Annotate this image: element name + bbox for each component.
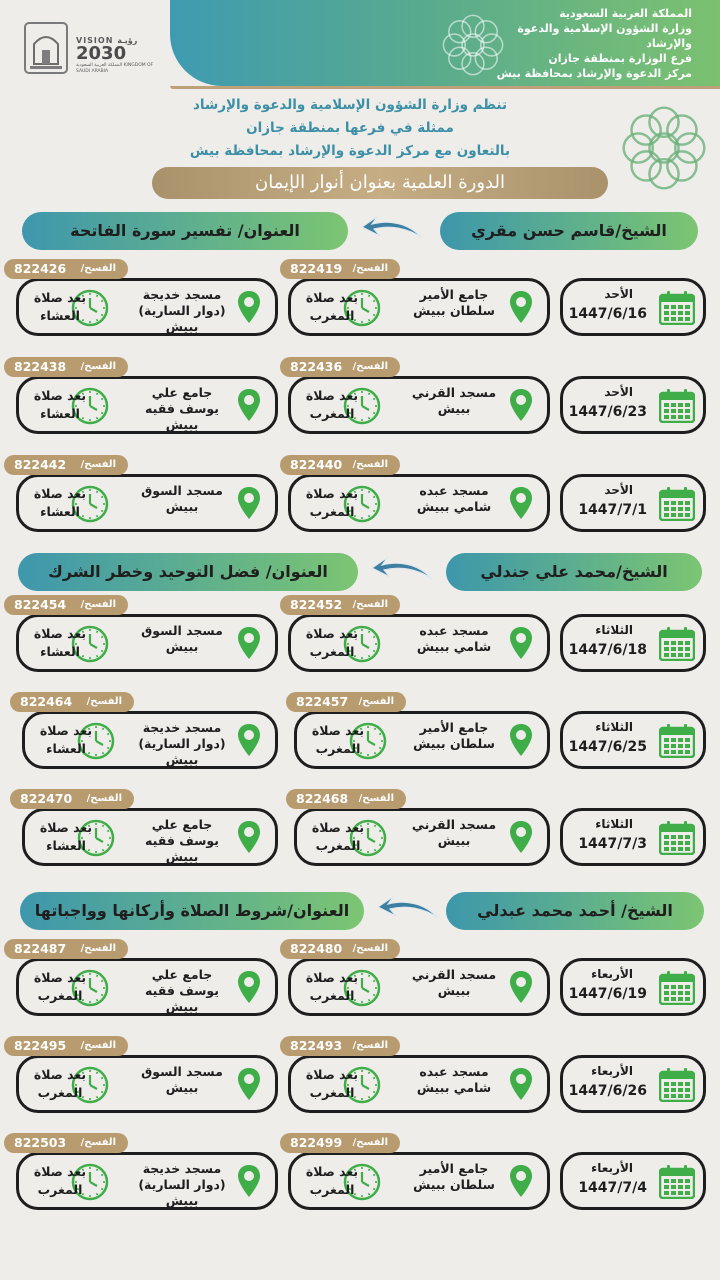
permit-code: 822487	[14, 941, 67, 956]
permit-label: الفسح/	[352, 263, 388, 274]
permit-tag	[4, 455, 128, 475]
session-card[interactable]	[288, 474, 550, 532]
location-pin-icon	[509, 723, 533, 757]
permit-tag	[280, 939, 400, 959]
session-card[interactable]	[294, 711, 550, 769]
location-pin-icon	[509, 820, 533, 854]
session-card[interactable]	[22, 808, 278, 866]
permit-tag	[10, 692, 134, 712]
session-card[interactable]	[288, 614, 550, 672]
hijri-date: 1447/6/26	[568, 1083, 647, 1099]
intro-text	[170, 94, 530, 163]
session-time: بعد صلاة العشاء	[39, 723, 93, 756]
location-pin-icon	[509, 486, 533, 520]
session-time: بعد صلاة المغرب	[305, 970, 359, 1003]
session-time: بعد صلاة العشاء	[33, 486, 87, 519]
day-name: الأربعاء	[591, 967, 633, 981]
header-text	[482, 6, 692, 81]
header-underline	[170, 86, 720, 89]
intro-line: تنظم وزارة الشؤون الإسلامية والدعوة والإرشاد	[192, 97, 508, 113]
session-card[interactable]	[288, 278, 550, 336]
day-name: الثلاثاء	[595, 720, 633, 734]
location-pin-icon	[237, 723, 261, 757]
session-card[interactable]	[16, 474, 278, 532]
sheikh-name-pill: الشيخ/ أحمد محمد عبدلي	[446, 892, 704, 930]
permit-tag	[280, 1133, 400, 1153]
permit-label: الفسح/	[352, 459, 388, 470]
permit-code: 822503	[14, 1135, 67, 1150]
permit-label: الفسح/	[358, 793, 394, 804]
session-time: بعد صلاة المغرب	[305, 626, 359, 659]
session-time: بعد صلاة المغرب	[311, 820, 365, 853]
mosque-name: جامع علي يوسف فقيه ببيش	[145, 967, 219, 1014]
permit-label: الفسح/	[80, 361, 116, 372]
session-card[interactable]	[16, 958, 278, 1016]
date-card[interactable]	[560, 711, 706, 769]
location-pin-icon	[509, 970, 533, 1004]
arrow-icon	[368, 549, 438, 589]
header-line: المملكة العربية السعودية	[559, 7, 692, 20]
session-card[interactable]	[22, 711, 278, 769]
permit-code: 822493	[290, 1038, 343, 1053]
day-name: الثلاثاء	[595, 817, 633, 831]
location-pin-icon	[509, 1067, 533, 1101]
permit-code: 822480	[290, 941, 343, 956]
permit-tag	[4, 595, 128, 615]
mosque-name: مسجد عبده شامي ببيش	[416, 623, 492, 654]
header-line: فرع الوزارة بمنطقة جازان	[548, 52, 692, 65]
lecture-title-pill: العنوان/ فضل التوحيد وخطر الشرك	[18, 553, 358, 591]
location-pin-icon	[237, 626, 261, 660]
session-time: بعد صلاة العشاء	[33, 388, 87, 421]
calendar-icon	[659, 487, 695, 521]
permit-code: 822438	[14, 359, 67, 374]
permit-code: 822495	[14, 1038, 67, 1053]
session-time: بعد صلاة المغرب	[33, 970, 87, 1003]
location-pin-icon	[237, 388, 261, 422]
mosque-name: جامع علي يوسف فقيه ببيش	[145, 817, 219, 864]
permit-label: الفسح/	[86, 696, 122, 707]
calendar-icon	[659, 724, 695, 758]
session-card[interactable]	[294, 808, 550, 866]
day-name: الأحد	[604, 385, 633, 399]
calendar-icon	[659, 1068, 695, 1102]
date-card[interactable]	[560, 958, 706, 1016]
sheikh-name-pill: الشيخ/قاسم حسن مقري	[440, 212, 698, 250]
permit-label: الفسح/	[358, 696, 394, 707]
day-name: الأحد	[604, 483, 633, 497]
permit-code: 822457	[296, 694, 349, 709]
permit-tag	[286, 789, 406, 809]
permit-code: 822440	[290, 457, 343, 472]
mosque-name: مسجد خديجة (دوار السارية) ببيش	[138, 287, 226, 334]
hijri-date: 1447/7/4	[578, 1180, 647, 1196]
permit-code: 822419	[290, 261, 343, 276]
session-time: بعد صلاة المغرب	[33, 1164, 87, 1197]
calendar-icon	[659, 821, 695, 855]
permit-label: الفسح/	[80, 459, 116, 470]
location-pin-icon	[509, 1164, 533, 1198]
permit-code: 822426	[14, 261, 67, 276]
date-card[interactable]	[560, 808, 706, 866]
permit-tag	[10, 789, 134, 809]
decorative-ornament-icon	[608, 92, 720, 204]
mosque-name: مسجد خديجة (دوار السارية) ببيش	[138, 1161, 226, 1208]
location-pin-icon	[237, 820, 261, 854]
calendar-icon	[659, 971, 695, 1005]
day-name: الأربعاء	[591, 1064, 633, 1078]
arrow-icon	[374, 888, 444, 928]
location-pin-icon	[237, 1164, 261, 1198]
session-time: بعد صلاة المغرب	[305, 290, 359, 323]
sheikh-name-pill: الشيخ/محمد علي جندلي	[446, 553, 702, 591]
mosque-name: مسجد القرني ببيش	[411, 385, 497, 416]
hijri-date: 1447/7/1	[578, 502, 647, 518]
permit-tag	[280, 1036, 400, 1056]
location-pin-icon	[509, 388, 533, 422]
permit-label: الفسح/	[80, 1040, 116, 1051]
date-card[interactable]	[560, 1152, 706, 1210]
permit-code: 822464	[20, 694, 73, 709]
permit-tag	[280, 455, 400, 475]
hijri-date: 1447/6/19	[568, 986, 647, 1002]
date-card[interactable]	[560, 278, 706, 336]
course-title: الدورة العلمية بعنوان أنوار الإيمان	[152, 167, 608, 199]
permit-label: الفسح/	[352, 943, 388, 954]
permit-code: 822470	[20, 791, 73, 806]
permit-tag	[280, 595, 400, 615]
permit-tag	[4, 357, 128, 377]
vision-2030-logo	[76, 36, 156, 76]
session-time: بعد صلاة المغرب	[305, 1067, 359, 1100]
permit-tag	[4, 259, 128, 279]
hijri-date: 1447/7/3	[578, 836, 647, 852]
session-card[interactable]	[288, 958, 550, 1016]
permit-tag	[286, 692, 406, 712]
mosque-name: مسجد السوق ببيش	[141, 623, 223, 654]
location-pin-icon	[237, 290, 261, 324]
session-time: بعد صلاة العشاء	[33, 626, 87, 659]
permit-code: 822468	[296, 791, 349, 806]
permit-tag	[4, 1133, 128, 1153]
mosque-name: مسجد خديجة (دوار السارية) ببيش	[138, 720, 226, 767]
mosque-name: مسجد السوق ببيش	[141, 483, 223, 514]
permit-code: 822452	[290, 597, 343, 612]
mosque-name: جامع علي يوسف فقيه ببيش	[145, 385, 219, 432]
date-card[interactable]	[560, 614, 706, 672]
calendar-icon	[659, 291, 695, 325]
mosque-name: مسجد عبده شامي ببيش	[416, 483, 492, 514]
mosque-name: مسجد القرني ببيش	[411, 817, 497, 848]
location-pin-icon	[237, 1067, 261, 1101]
day-name: الأحد	[604, 287, 633, 301]
vision-label: VISION رؤيـة	[76, 36, 138, 45]
hijri-date: 1447/6/23	[568, 404, 647, 420]
session-card[interactable]	[16, 1055, 278, 1113]
ministry-logo-icon	[22, 20, 70, 76]
permit-label: الفسح/	[86, 793, 122, 804]
date-card[interactable]	[560, 474, 706, 532]
mosque-name: جامع الأمير سلطان ببيش	[413, 1161, 495, 1192]
session-card[interactable]	[288, 1152, 550, 1210]
calendar-icon	[659, 1165, 695, 1199]
mosque-name: جامع الأمير سلطان ببيش	[413, 287, 495, 318]
date-card[interactable]	[560, 1055, 706, 1113]
session-time: بعد صلاة المغرب	[305, 388, 359, 421]
session-card[interactable]	[16, 1152, 278, 1210]
permit-tag	[280, 259, 400, 279]
session-time: بعد صلاة المغرب	[33, 1067, 87, 1100]
ornament-icon	[434, 6, 512, 84]
intro-line: ممثلة في فرعها بمنطقة جازان	[246, 120, 454, 136]
permit-tag	[4, 939, 128, 959]
permit-tag	[4, 1036, 128, 1056]
permit-code: 822454	[14, 597, 67, 612]
vision-sub: المملكة العربية السعودية KINGDOM OF SAUDI ARABIA	[76, 63, 154, 74]
session-card[interactable]	[16, 614, 278, 672]
location-pin-icon	[509, 290, 533, 324]
lecture-title-pill: العنوان/ تفسير سورة الفاتحة	[22, 212, 348, 250]
location-pin-icon	[509, 626, 533, 660]
permit-label: الفسح/	[80, 943, 116, 954]
session-card[interactable]	[16, 376, 278, 434]
date-card[interactable]	[560, 376, 706, 434]
intro-line: بالتعاون مع مركز الدعوة والإرشاد بمحافظة بيش	[189, 143, 511, 159]
vision-year: 2030	[76, 43, 127, 64]
hijri-date: 1447/6/16	[568, 306, 647, 322]
mosque-name: مسجد القرني ببيش	[411, 967, 497, 998]
session-card[interactable]	[288, 1055, 550, 1113]
session-time: بعد صلاة المغرب	[311, 723, 365, 756]
session-time: بعد صلاة المغرب	[305, 486, 359, 519]
mosque-name: مسجد عبده شامي ببيش	[416, 1064, 492, 1095]
session-time: بعد صلاة العشاء	[33, 290, 87, 323]
permit-label: الفسح/	[80, 1137, 116, 1148]
header-line: وزارة الشؤون الإسلامية والدعوة والإرشاد	[517, 22, 692, 50]
permit-label: الفسح/	[80, 599, 116, 610]
session-card[interactable]	[288, 376, 550, 434]
permit-label: الفسح/	[352, 599, 388, 610]
permit-label: الفسح/	[352, 361, 388, 372]
hijri-date: 1447/6/18	[568, 642, 647, 658]
header-line: مركز الدعوة والإرشاد بمحافظة بيش	[496, 67, 692, 80]
session-time: بعد صلاة المغرب	[305, 1164, 359, 1197]
calendar-icon	[659, 627, 695, 661]
hijri-date: 1447/6/25	[568, 739, 647, 755]
permit-label: الفسح/	[352, 1137, 388, 1148]
location-pin-icon	[237, 970, 261, 1004]
permit-tag	[280, 357, 400, 377]
permit-label: الفسح/	[352, 1040, 388, 1051]
mosque-name: جامع الأمير سلطان ببيش	[413, 720, 495, 751]
calendar-icon	[659, 389, 695, 423]
location-pin-icon	[237, 486, 261, 520]
permit-code: 822442	[14, 457, 67, 472]
lecture-title-pill: العنوان/شروط الصلاة وأركانها وواجباتها	[20, 892, 364, 930]
day-name: الثلاثاء	[595, 623, 633, 637]
arrow-icon	[358, 208, 428, 248]
day-name: الأربعاء	[591, 1161, 633, 1175]
permit-code: 822436	[290, 359, 343, 374]
mosque-name: مسجد السوق ببيش	[141, 1064, 223, 1095]
session-time: بعد صلاة العشاء	[39, 820, 93, 853]
session-card[interactable]	[16, 278, 278, 336]
permit-label: الفسح/	[80, 263, 116, 274]
permit-code: 822499	[290, 1135, 343, 1150]
